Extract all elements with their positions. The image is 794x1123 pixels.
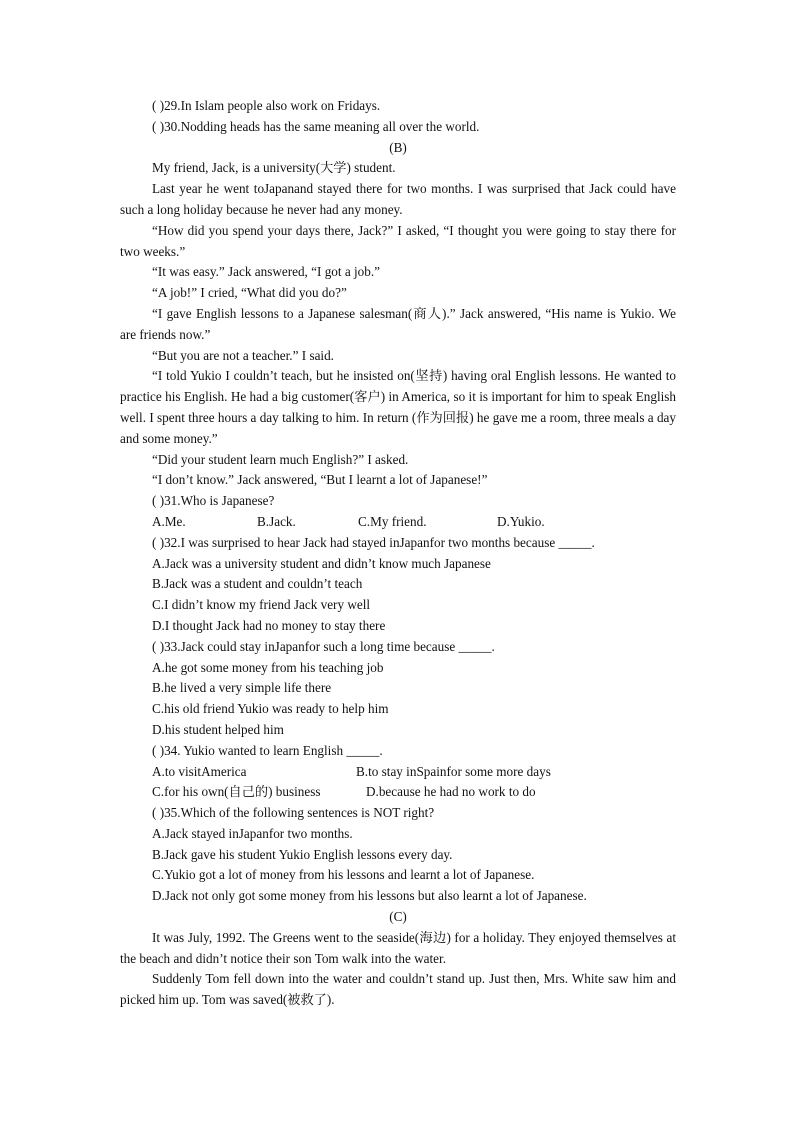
question-34-options-row2 bbox=[120, 782, 676, 803]
option-b: B.Jack was a student and couldn’t teach bbox=[152, 576, 363, 592]
option-a: A.Jack stayed inJapanfor two months. bbox=[152, 825, 353, 841]
passage-b-line: “I don’t know.” Jack answered, “But I learnt a lot of Japanese!” bbox=[152, 472, 488, 488]
passage-b-line: My friend, Jack, is a university(大学) student. bbox=[152, 160, 396, 176]
option-b: B.Jack. bbox=[257, 513, 296, 529]
option-d: D.Jack not only got some money from his lessons but also learnt a lot of Japanese. bbox=[152, 888, 587, 904]
section-heading-c: (C) bbox=[389, 909, 407, 925]
passage-b-paragraph: “I gave English lessons to a Japanese salesman(商人).” Jack answered, “His name is Yukio. We are friends now.” bbox=[120, 305, 676, 342]
option-c: C.for his own(自己的) business bbox=[152, 784, 321, 800]
passage-b-line: “Did your student learn much English?” I asked. bbox=[152, 451, 409, 467]
passage-b-line: “A job!” I cried, “What did you do?” bbox=[152, 285, 347, 301]
option-b: B.to stay inSpainfor some more days bbox=[356, 763, 551, 779]
passage-b-paragraph: “I told Yukio I couldn’t teach, but he insisted on(坚持) having oral English lessons. He wanted to practice his English. He had a big customer(客户) in America, so it is important for him to speak English well. I spent three hours a day talking to him. In return (作为回报) he gave me a room, three meals a day and some money.” bbox=[120, 368, 676, 446]
passage-b-paragraph: Last year he went toJapanand stayed there for two months. I was surprised that Jack could have such a long holiday because he never had any money. bbox=[120, 181, 676, 217]
option-d: D.I thought Jack had no money to stay there bbox=[152, 617, 386, 633]
question-30: ( )30.Nodding heads has the same meaning all over the world. bbox=[152, 118, 480, 134]
option-b: B.he lived a very simple life there bbox=[152, 680, 332, 696]
question-34: ( )34. Yukio wanted to learn English _____. bbox=[152, 742, 383, 758]
question-33: ( )33.Jack could stay inJapanfor such a long time because _____. bbox=[152, 638, 495, 654]
option-a: A.to visitAmerica bbox=[152, 763, 247, 779]
option-c: C.Yukio got a lot of money from his lessons and learnt a lot of Japanese. bbox=[152, 867, 535, 883]
option-d: D.his student helped him bbox=[152, 721, 284, 737]
option-a: A.Me. bbox=[152, 513, 186, 529]
passage-c-paragraph: Suddenly Tom fell down into the water and couldn’t stand up. Just then, Mrs. White saw him and picked him up. Tom was saved(被救了). bbox=[120, 971, 676, 1008]
question-35: ( )35.Which of the following sentences is NOT right? bbox=[152, 805, 435, 821]
option-b: B.Jack gave his student Yukio English lessons every day. bbox=[152, 846, 453, 862]
document-body bbox=[120, 96, 676, 1011]
question-34-options-row1 bbox=[120, 762, 676, 783]
option-a: A.he got some money from his teaching job bbox=[152, 659, 384, 675]
option-c: C.his old friend Yukio was ready to help him bbox=[152, 701, 389, 717]
question-32: ( )32.I was surprised to hear Jack had stayed inJapanfor two months because _____. bbox=[152, 534, 595, 550]
question-31-options bbox=[120, 512, 676, 533]
passage-b-paragraph: “How did you spend your days there, Jack?” I asked, “I thought you were going to stay there for two weeks.” bbox=[120, 222, 676, 259]
option-a: A.Jack was a university student and didn’t know much Japanese bbox=[152, 555, 491, 571]
option-d: D.Yukio. bbox=[497, 513, 545, 529]
passage-c-paragraph: It was July, 1992. The Greens went to the seaside(海边) for a holiday. They enjoyed themselves at the beach and didn’t notice their son Tom walk into the water. bbox=[120, 929, 676, 966]
question-29: ( )29.In Islam people also work on Fridays. bbox=[152, 98, 381, 113]
question-31: ( )31.Who is Japanese? bbox=[152, 493, 275, 509]
option-c: C.My friend. bbox=[358, 513, 427, 529]
section-heading-b: (B) bbox=[389, 139, 407, 155]
passage-b-line: “But you are not a teacher.” I said. bbox=[152, 347, 334, 363]
passage-b-line: “It was easy.” Jack answered, “I got a job.” bbox=[152, 264, 380, 280]
option-d: D.because he had no work to do bbox=[366, 784, 536, 800]
option-c: C.I didn’t know my friend Jack very well bbox=[152, 597, 371, 613]
